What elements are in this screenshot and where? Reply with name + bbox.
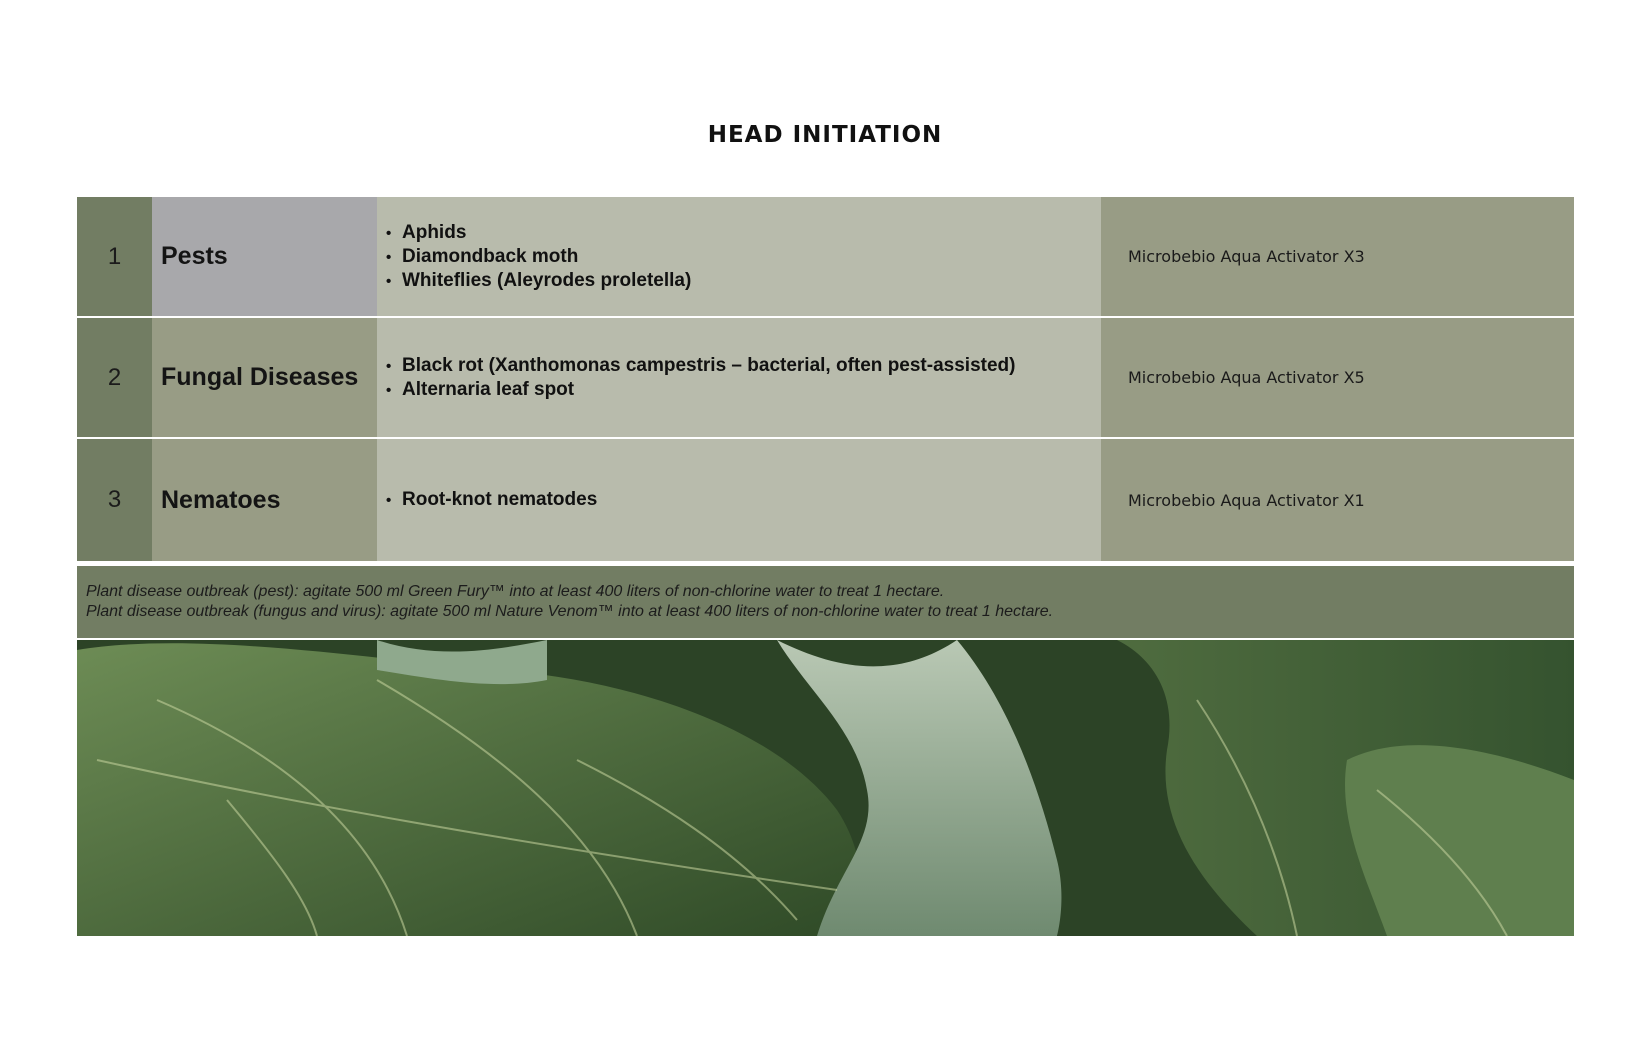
list-item: • Root-knot nematodes [386,489,598,510]
row-product: Microbebio Aqua Activator X1 [1101,439,1574,561]
list-item: • Black rot (Xanthomonas campestris – bacterial, often pest-assisted) [386,354,1016,376]
pest-treatment-table [77,197,1574,561]
row-product: Microbebio Aqua Activator X5 [1101,318,1574,437]
list-item: • Aphids [386,221,467,243]
page-title: HEAD INITIATION [707,122,943,148]
row-items [377,318,1101,437]
row-product: Microbebio Aqua Activator X3 [1101,197,1574,316]
cabbage-leaves-photo [77,640,1574,936]
row-category: Pests [152,197,377,316]
row-number: 2 [77,318,152,437]
application-notes [77,566,1574,638]
list-item: • Alternaria leaf spot [386,378,575,400]
row-category: Fungal Diseases [152,318,377,437]
note-line: Plant disease outbreak (pest): agitate 500 ml Green Fury™ into at least 400 liters of non-chlorine water to treat 1 hectare. [86,583,945,600]
row-number: 1 [77,197,152,316]
row-category: Nematoes [152,439,377,561]
table-row [77,318,1574,439]
row-items [377,439,1101,561]
table-row [77,197,1574,318]
list-item: • Diamondback moth [386,245,579,267]
note-line: Plant disease outbreak (fungus and virus): agitate 500 ml Nature Venom™ into at least 400 liters of non-chlorine water to treat 1 hectare. [86,603,1054,620]
list-item: • Whiteflies (Aleyrodes proletella) [386,269,692,291]
row-items [377,197,1101,316]
table-row [77,439,1574,561]
row-number: 3 [77,439,152,561]
